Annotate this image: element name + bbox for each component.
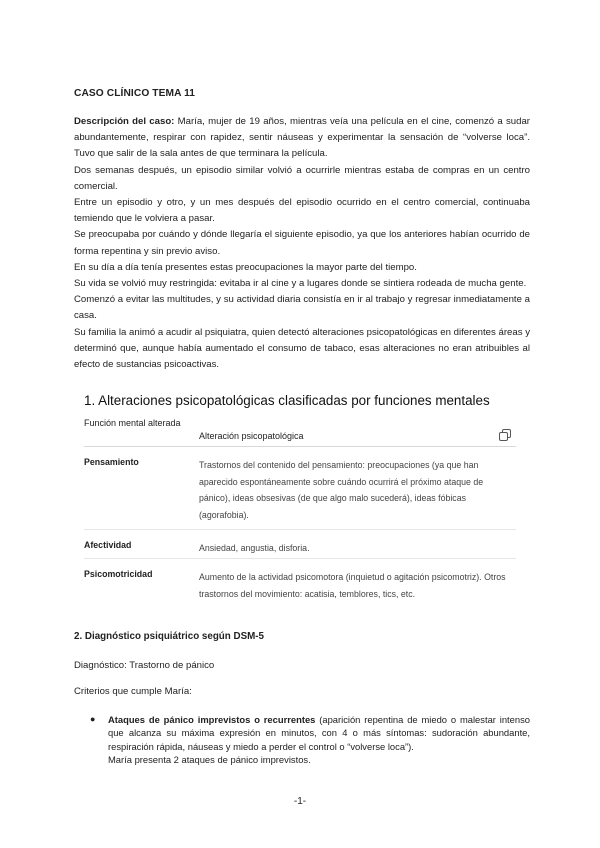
case-description <box>74 114 530 373</box>
case-paragraph-4: Se preocupaba por cuándo y dónde llegaría el siguiente episodio, ya que los anteriores habían ocurrido de forma repentina y sin previo aviso. <box>74 229 530 257</box>
page-number: -1- <box>293 796 307 807</box>
section-1-heading: 1. Alteraciones psicopatológicas clasificadas por funciones mentales <box>84 393 490 408</box>
row-alteration: Ansiedad, angustia, disforia. <box>199 543 310 553</box>
criteria-detail: (aparición repentina de miedo o malestar intenso que alcanza su máxima expresión en minutos, con 4 o más síntomas: sudoración abundante, respiración rápida, náuseas y miedo a perder el control o “volverse loca”). <box>108 714 530 752</box>
criteria-text <box>108 713 530 767</box>
case-paragraph-2: Dos semanas después, un episodio similar volvió a ocurrirle mientras estaba de compras en un centro comercial. <box>74 164 530 192</box>
case-label: Descripción del caso: <box>74 116 175 127</box>
criteria-intro: Criterios que cumple María: <box>74 686 192 697</box>
criteria-list-item <box>90 713 530 767</box>
copy-icon[interactable] <box>498 428 512 442</box>
criteria-note: María presenta 2 ataques de pánico imprevistos. <box>108 754 311 766</box>
diagnosis-text: Diagnóstico: Trastorno de pánico <box>74 660 215 671</box>
alterations-table <box>84 418 516 611</box>
row-alteration: Aumento de la actividad psicomotora (inquietud o agitación psicomotriz). Otros trastornos del movimiento: acatisia, temblores, tics, etc. <box>199 572 506 599</box>
section-2-heading: 2. Diagnóstico psiquiátrico según DSM-5 <box>74 631 264 642</box>
row-alteration: Trastornos del contenido del pensamiento: preocupaciones (ya que han aparecido espontáneamente sobre cuándo ocurrirá el próximo ataque de pánico), ideas obsesivas (de que algo malo sucederá), ideas fóbicas (agorafobia). <box>199 460 484 520</box>
table-row <box>84 530 516 559</box>
table-row <box>84 447 516 530</box>
table-row <box>84 559 516 611</box>
case-paragraph-5: En su día a día tenía presentes estas preocupaciones la mayor parte del tiempo. <box>74 261 417 273</box>
table-header-function: Función mental alterada <box>84 418 181 428</box>
document-title: CASO CLÍNICO TEMA 11 <box>74 88 196 99</box>
criteria-bold: Ataques de pánico imprevistos o recurrentes <box>108 714 316 725</box>
row-function: Afectividad <box>84 540 132 550</box>
case-paragraph-1 <box>74 114 530 163</box>
table-header-alteration: Alteración psicopatológica <box>199 431 304 441</box>
case-paragraph-6: Su vida se volvió muy restringida: evitaba ir al cine y a lugares donde se sintiera rodeada de mucha gente. <box>74 278 527 290</box>
case-paragraph-7: Comenzó a evitar las multitudes, y su actividad diaria consistía en ir al trabajo y regresar inmediatamente a casa. <box>74 294 530 322</box>
case-text-1: María, mujer de 19 años, mientras veía una película en el cine, comenzó a sudar abundantemente, respirar con rapidez, sentir náuseas y experimentar la sensación de “volverse loca”. Tuvo que salir de la sala antes de que terminara la película. <box>74 116 530 160</box>
table-header <box>84 418 516 447</box>
case-paragraph-3: Entre un episodio y otro, y un mes después del episodio ocurrido en el centro comercial, continuaba temiendo que le volviera a pasar. <box>74 197 530 225</box>
row-function: Pensamiento <box>84 457 139 467</box>
case-paragraph-8: Su familia la animó a acudir al psiquiatra, quien detectó alteraciones psicopatológicas en diferentes áreas y determinó que, aunque había aumentado el consumo de tabaco, esas alteraciones no eran atribuibles al efecto de sustancias psicoactivas. <box>74 326 530 371</box>
row-function: Psicomotricidad <box>84 569 153 579</box>
bullet-icon: ● <box>90 714 96 724</box>
